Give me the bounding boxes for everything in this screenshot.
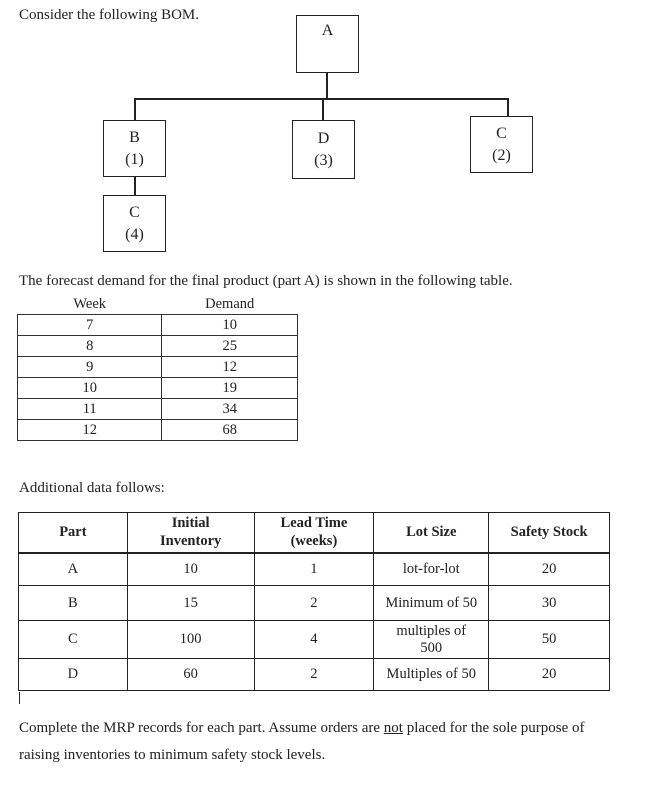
additional-header-row: [19, 513, 610, 553]
part-cell: B: [19, 586, 128, 621]
instructions-line1: [19, 720, 585, 737]
additional-data-table: [18, 512, 610, 691]
inventory-cell: 60: [127, 659, 254, 691]
bom-horizontal-line: [134, 98, 508, 100]
safety-stock-cell: 30: [489, 586, 610, 621]
part-cell: D: [19, 659, 128, 691]
header-lead-line1: Lead Time: [280, 515, 348, 532]
bom-connector-b-c: [134, 177, 136, 195]
table-row: [19, 553, 610, 586]
bom-node-c: [470, 116, 533, 173]
safety-stock-cell: 20: [489, 553, 610, 586]
additional-caption: Additional data follows:: [19, 480, 165, 496]
bom-connector-a: [326, 73, 328, 99]
lot-size-cell: Multiples of 50: [374, 659, 489, 691]
inventory-cell: 15: [127, 586, 254, 621]
bom-node-a-label: A: [321, 22, 334, 39]
bom-node-c-under-b-label: C: [129, 203, 140, 221]
forecast-table: [17, 294, 298, 441]
table-row: [18, 336, 298, 357]
intro-text: Consider the following BOM.: [19, 7, 199, 23]
instructions-line1-end: placed for the sole purpose of: [406, 720, 585, 736]
demand-cell: 10: [162, 315, 298, 336]
header-lot-size: Lot Size: [374, 513, 489, 553]
table-row: [19, 659, 610, 691]
header-initial-inventory: [127, 513, 254, 553]
table-row: [19, 621, 610, 659]
bom-node-c-under-b: [103, 195, 166, 252]
bom-node-b-label: B: [129, 128, 140, 146]
header-initial-line1: Initial: [171, 515, 210, 532]
bom-connector-c: [507, 98, 509, 116]
instructions-emphasis: not: [383, 720, 403, 736]
forecast-header-demand: Demand: [162, 294, 298, 315]
lot-size-cell-text: multiples of 500: [396, 622, 467, 656]
bom-connector-d: [322, 98, 324, 120]
bom-node-d: [292, 120, 355, 179]
bom-node-a: [296, 15, 359, 73]
demand-cell: 25: [162, 336, 298, 357]
week-cell: 7: [18, 315, 162, 336]
part-cell: A: [19, 553, 128, 586]
text-cursor: [19, 692, 20, 704]
table-row: [18, 315, 298, 336]
header-lead-line2: (weeks): [290, 533, 338, 550]
safety-stock-cell: 20: [489, 659, 610, 691]
bom-node-b: [103, 120, 166, 177]
part-cell: C: [19, 621, 128, 659]
bom-node-b-qty: (1): [125, 150, 144, 168]
instructions-line1-start: Complete the MRP records for each part. Assume orders are: [19, 720, 381, 736]
forecast-caption: The forecast demand for the final product (part A) is shown in the following table.: [19, 273, 513, 289]
lot-size-cell: Minimum of 50: [374, 586, 489, 621]
lead-time-cell: 2: [254, 659, 374, 691]
bom-connector-b: [134, 98, 136, 120]
week-cell: 11: [18, 399, 162, 420]
week-cell: 10: [18, 378, 162, 399]
demand-cell: 12: [162, 357, 298, 378]
inventory-cell: 100: [127, 621, 254, 659]
inventory-cell: 10: [127, 553, 254, 586]
week-cell: 8: [18, 336, 162, 357]
table-row: [19, 586, 610, 621]
lot-size-cell: lot-for-lot: [374, 553, 489, 586]
header-part: Part: [19, 513, 128, 553]
bom-node-c-label: C: [496, 124, 507, 142]
instructions-line2: raising inventories to minimum safety stock levels.: [19, 747, 326, 763]
lot-size-cell: [374, 621, 489, 659]
table-row: [18, 420, 298, 441]
week-cell: 9: [18, 357, 162, 378]
week-cell: 12: [18, 420, 162, 441]
table-row: [18, 357, 298, 378]
safety-stock-cell: 50: [489, 621, 610, 659]
demand-cell: 19: [162, 378, 298, 399]
lead-time-cell: 1: [254, 553, 374, 586]
header-safety-stock: Safety Stock: [489, 513, 610, 553]
lead-time-cell: 4: [254, 621, 374, 659]
table-row: [18, 378, 298, 399]
header-lead-time: [254, 513, 374, 553]
forecast-header-row: [18, 294, 298, 315]
forecast-header-week: Week: [18, 294, 162, 315]
bom-node-d-qty: (3): [314, 151, 333, 169]
bom-node-c-under-b-qty: (4): [125, 225, 144, 243]
demand-cell: 34: [162, 399, 298, 420]
bom-node-d-label: D: [317, 129, 330, 147]
header-initial-line2: Inventory: [160, 533, 222, 550]
demand-cell: 68: [162, 420, 298, 441]
bom-node-c-qty: (2): [492, 146, 511, 164]
table-row: [18, 399, 298, 420]
lead-time-cell: 2: [254, 586, 374, 621]
